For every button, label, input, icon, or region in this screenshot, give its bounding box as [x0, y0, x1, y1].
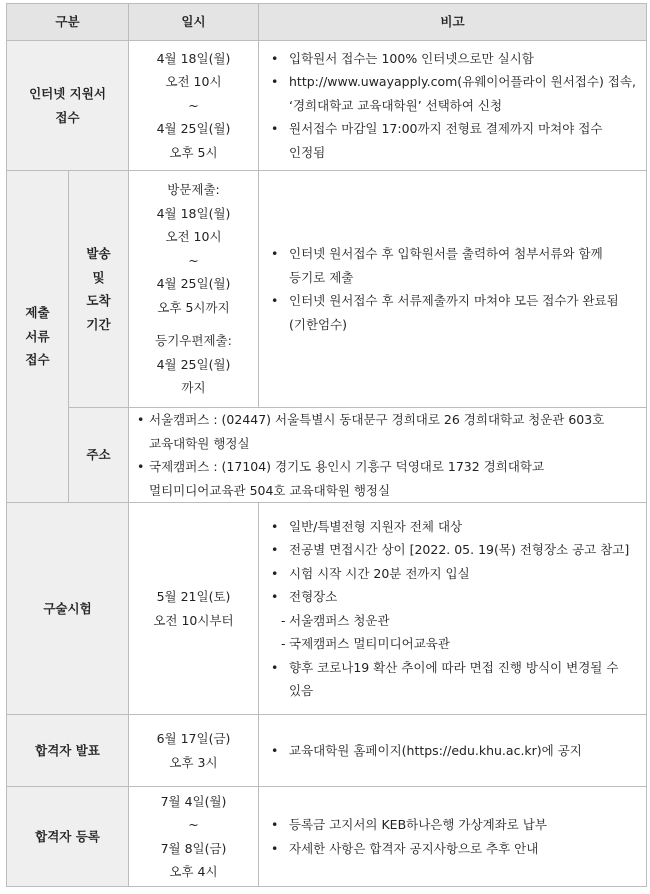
row-result-announcement	[7, 715, 647, 787]
admission-schedule-table	[6, 3, 647, 887]
row-submission-address	[7, 408, 647, 503]
date-line: 까지	[181, 380, 206, 396]
label-document-submission	[7, 171, 69, 503]
address-list	[129, 408, 647, 503]
label-line: 인터넷 지원서	[29, 86, 106, 101]
notes-oral-exam	[259, 503, 647, 715]
row-internet-application	[7, 41, 647, 171]
list-item: • http://www.uwayapply.com(유웨이어플라이 원서접수) 접속, ‘경희대학교 교육대학원’ 선택하여 신청	[267, 70, 636, 117]
notes-internet-application	[259, 41, 647, 171]
label-delivery-period	[69, 171, 129, 408]
list-item: • 자세한 사항은 합격자 공지사항으로 추후 안내	[267, 837, 636, 861]
date-line: 4월 25일(월)	[156, 276, 231, 292]
row-submission-period	[7, 171, 647, 408]
date-line: 오후 3시	[169, 754, 218, 770]
label-oral-exam: 구술시험	[7, 503, 129, 715]
date-line: 7월 8일(금)	[160, 840, 227, 856]
list-item: • 서울캠퍼스 : (02447) 서울특별시 동대문구 경희대로 26 경희대학교 청운관 603호 교육대학원 행정실	[137, 408, 636, 455]
label-line: 도착	[86, 293, 111, 308]
date-line: 4월 25일(월)	[156, 121, 231, 137]
list-item: • 인터넷 원서접수 후 서류제출까지 마쳐야 모든 접수가 완료됨(기한엄수)	[267, 289, 636, 336]
date-line: 등기우편제출:	[155, 333, 232, 349]
date-line: 5월 21일(토)	[156, 589, 231, 604]
list-item: • 일반/특별전형 지원자 전체 대상	[267, 515, 636, 539]
notes-delivery-period	[259, 171, 647, 408]
list-item: • 전형장소	[267, 585, 636, 609]
label-line: 기간	[86, 316, 111, 332]
list-item: • 교육대학원 홈페이지(https://edu.khu.ac.kr)에 공지	[267, 739, 636, 763]
date-line: 오전 10시부터	[153, 612, 234, 628]
header-datetime: 일시	[129, 4, 259, 41]
list-item: • 전공별 면접시간 상이 [2022. 05. 19(목) 전형장소 공고 참고]	[267, 538, 636, 562]
date-internet-application	[129, 41, 259, 171]
date-line: 4월 25일(월)	[156, 356, 231, 372]
label-line: 제출	[25, 305, 50, 321]
list-subitem: - 국제캠퍼스 멀티미디어교육관	[267, 632, 636, 656]
list-subitem: - 서울캠퍼스 청운관	[267, 609, 636, 633]
date-line: 오전 10시	[165, 229, 222, 245]
list-item: • 입학원서 접수는 100% 인터넷으로만 실시함	[267, 47, 636, 71]
label-address: 주소	[69, 408, 129, 503]
date-line: 4월 18일(월)	[156, 50, 231, 66]
list-item: • 등록금 고지서의 KEB하나은행 가상계좌로 납부	[267, 813, 636, 837]
header-row	[7, 4, 647, 41]
label-line: 접수	[55, 109, 80, 125]
date-line: 7월 4일(월)	[160, 793, 227, 809]
date-delivery-period	[129, 171, 259, 408]
list-item: • 국제캠퍼스 : (17104) 경기도 용인시 기흥구 덕영대로 1732 경희대학교 멀티미디어교육관 504호 교육대학원 행정실	[137, 455, 636, 502]
date-oral-exam	[129, 503, 259, 715]
label-line: 발송	[86, 246, 111, 261]
date-line: 오후 4시	[169, 864, 218, 879]
date-result-announcement	[129, 715, 259, 787]
label-line: 및	[92, 269, 105, 285]
date-registration	[129, 787, 259, 887]
date-line: 방문제출:	[167, 182, 220, 198]
header-remarks: 비고	[259, 4, 647, 41]
label-registration: 합격자 등록	[7, 787, 129, 887]
date-line: ~	[188, 97, 199, 113]
date-line: ~	[188, 817, 199, 832]
label-internet-application	[7, 41, 129, 171]
label-line: 서류	[25, 328, 50, 344]
date-line: 6월 17일(금)	[156, 731, 231, 746]
notes-result-announcement	[259, 715, 647, 787]
row-registration	[7, 787, 647, 887]
date-line: 오후 5시	[169, 144, 218, 160]
date-line: 오후 5시까지	[157, 299, 230, 315]
label-result-announcement: 합격자 발표	[7, 715, 129, 787]
list-item: • 시험 시작 시간 20분 전까지 입실	[267, 562, 636, 586]
date-line: ~	[188, 252, 199, 268]
row-oral-exam	[7, 503, 647, 715]
date-line: 4월 18일(월)	[156, 205, 231, 221]
list-item: • 향후 코로나19 확산 추이에 따라 면접 진행 방식이 변경될 수 있음	[267, 656, 636, 703]
header-category: 구분	[7, 4, 129, 41]
notes-registration	[259, 787, 647, 887]
date-line: 오전 10시	[165, 74, 222, 90]
list-item: • 원서접수 마감일 17:00까지 전형료 결제까지 마쳐야 접수 인정됨	[267, 117, 636, 164]
label-line: 접수	[25, 352, 50, 368]
list-item: • 인터넷 원서접수 후 입학원서를 출력하여 첨부서류와 함께 등기로 제출	[267, 242, 636, 289]
